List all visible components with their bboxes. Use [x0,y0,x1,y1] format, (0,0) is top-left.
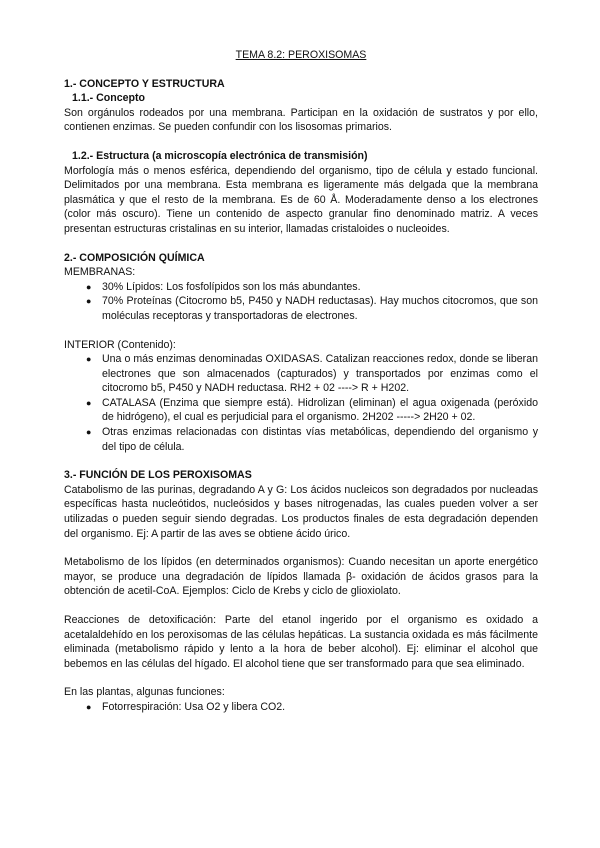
membranas-list [64,280,538,324]
section-1-heading: 1.- CONCEPTO Y ESTRUCTURA [64,77,225,90]
list-item: ● Otras enzimas relacionadas con distintas vías metabólicas, dependiendo del organismo y del tipo de célula. [86,426,538,453]
membranas-label: MEMBRANAS: [64,266,136,279]
catabolismo-paragraph: Catabolismo de las purinas, degradando A y G: Los ácidos nucleicos son degradados por nucleadas específicas hasta nucleótidos, nucleósidos y bases nitrogenadas, las cuales pueden volver a ser utilizadas o pueden seguir siendo degradas. Los productos finales de esta degradación dependen del organismo. Ej: A partir de las aves se obtiene ácido úrico. [64,483,538,540]
bullet-icon: ● [86,397,92,408]
concepto-paragraph: Son orgánulos rodeados por una membrana. Participan en la oxidación de sustratos y por ello, contienen enzimas. Se pueden confundir con los lisosomas primarios. [64,106,538,134]
estructura-paragraph: Morfología más o menos esférica, dependiendo del organismo, tipo de célula y estado funcional. Delimitados por una membrana. Esta membrana es ligeramente más delgada que la membrana plasmática y que el resto de la membrana. Es de 60 Å. Moderadamente denso a los electrones (color más oscuro). Tiene un contenido de aspecto granular fino denominado matriz. A veces presentan estructuras cristalinas en su interior, llamadas cristaloides o nucleoides. [64,164,538,235]
bullet-icon: ● [86,427,92,438]
section-3-heading: 3.- FUNCIÓN DE LOS PEROXISOMAS [64,469,252,482]
list-item: ● 70% Proteínas (Citocromo b5, P450 y NADH reductasas). Hay muchos citocromos, que son moléculas receptoras y transportadoras de electrones. [86,295,538,322]
plantas-label: En las plantas, algunas funciones: [64,686,225,699]
list-item: ● Una o más enzimas denominadas OXIDASAS. Catalizan reacciones redox, donde se liberan electrones que son almacenados (capturados) y transportados por enzimas como el citocromo b5, P450 y NADH reductasa. RH2 + 02 ----> R + H202. [86,353,538,395]
section-2-heading: 2.- COMPOSICIÓN QUÍMICA [64,251,205,264]
plantas-list [64,700,538,715]
page-title: TEMA 8.2: PEROXISOMAS [235,49,367,61]
subsection-1-1-heading: 1.1.- Concepto [72,92,145,105]
subsection-1-2-heading: 1.2.- Estructura (a microscopía electrónica de transmisión) [72,149,368,162]
detoxificacion-paragraph: Reacciones de detoxificación: Parte del etanol ingerido por el organismo es oxidado a acetalaldehído en los peroxisomas de las células hepáticas. La sustancia oxidada es más fácilmente eliminada (metabolismo rápido y lento a la hora de beber alcohol). Ej: eliminar el alcohol que bebemos en las células del hígado. El alcohol tiene que ser transformado para que sea eliminado. [64,614,538,670]
bullet-icon: ● [86,281,92,292]
interior-list [64,352,538,454]
interior-label: INTERIOR (Contenido): [64,338,176,351]
bullet-icon: ● [86,354,92,365]
list-item: ● Fotorrespiración: Usa O2 y libera CO2. [86,700,286,713]
list-item: ● CATALASA (Enzima que siempre está). Hidrolizan (eliminan) el agua oxigenada (peróxido de hidrógeno), el cual es perjudicial para el organismo. 2H202 -----> 2H20 + 02. [86,396,538,424]
bullet-icon: ● [86,701,92,712]
list-item: ● 30% Lípidos: Los fosfolípidos son los más abundantes. [86,280,361,293]
metabolismo-paragraph: Metabolismo de los lípidos (en determinados organismos): Cuando necesitan un aporte energético mayor, se produce una degradación de lípidos llamada β- oxidación de ácidos grasos para la obtención de acetil-CoA. Ejemplos: Ciclo de Krebs y ciclo de glioxiolato. [64,556,538,598]
bullet-icon: ● [86,296,92,307]
